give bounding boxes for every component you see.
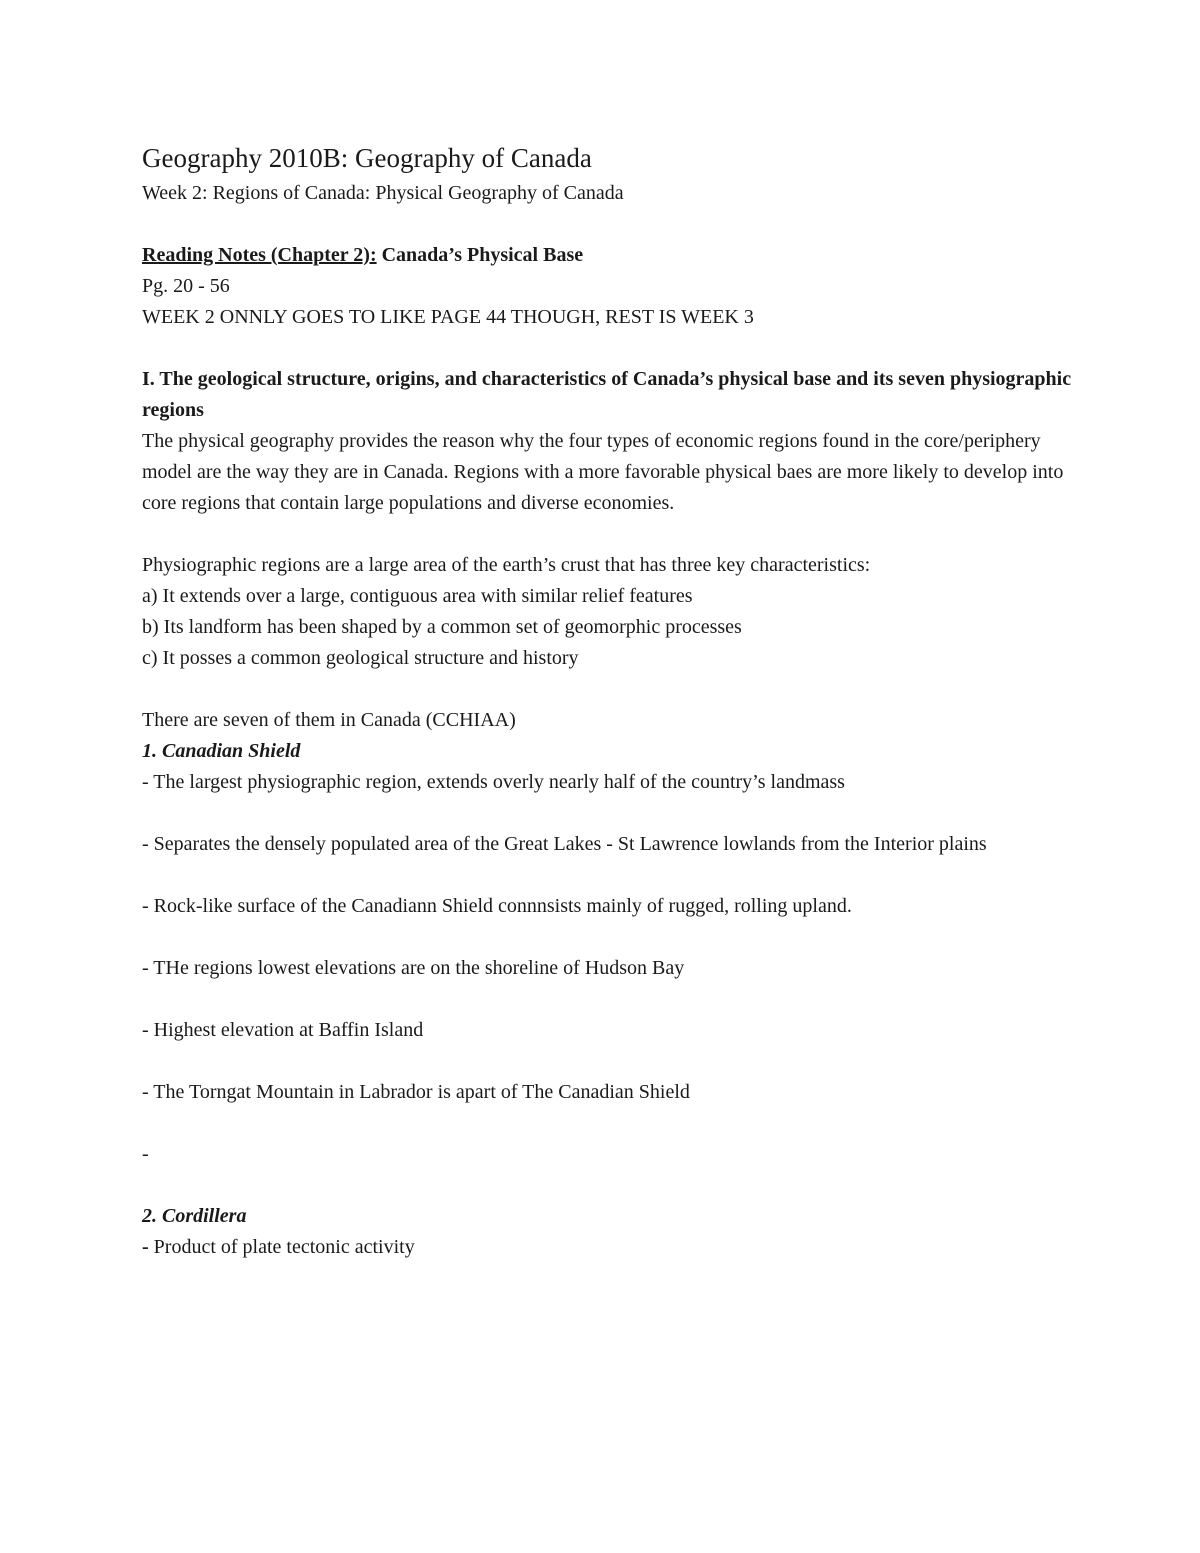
characteristic-item: a) It extends over a large, contiguous area with similar relief features [142,585,693,607]
seven-regions-intro: There are seven of them in Canada (CCHIAA) [142,709,516,731]
blank-line [142,922,1072,953]
blank-line [142,984,1072,1015]
region-heading-cordillera: 2. Cordillera [142,1205,247,1227]
region-point: - The Torngat Mountain in Labrador is apart of The Canadian Shield [142,1081,690,1103]
region-point: - Highest elevation at Baffin Island [142,1019,424,1041]
region-point: - Rock-like surface of the Canadiann Shield connnsists mainly of rugged, rolling upland. [142,895,852,917]
region-point: - The largest physiographic region, extends overly nearly half of the country’s landmass [142,771,845,793]
section-1-heading: I. The geological structure, origins, and characteristics of Canada’s physical base and its seven physiographic regions [142,368,1072,421]
document-subtitle: Week 2: Regions of Canada: Physical Geography of Canada [142,182,624,204]
document-content [142,140,1072,1263]
region-point: - Separates the densely populated area of the Great Lakes - St Lawrence lowlands from the Interior plains [142,833,987,855]
blank-line [142,209,1072,240]
reading-notes-title: Canada’s Physical Base [381,244,584,266]
reading-notes-line [142,240,1072,271]
characteristic-item: c) It posses a common geological structure and history [142,647,579,669]
blank-line [142,1170,1072,1201]
document-title: Geography 2010B: Geography of Canada [142,143,592,173]
blank-line [142,519,1072,550]
region-point [142,1232,1072,1263]
week-note: WEEK 2 ONNLY GOES TO LIKE PAGE 44 THOUGH, REST IS WEEK 3 [142,306,754,328]
region-heading-canadian-shield: 1. Canadian Shield [142,740,301,762]
region-point-text: Product of plate tectonic activity [148,1236,415,1258]
blank-line [142,798,1072,829]
section-1-paragraph: The physical geography provides the reason why the four types of economic regions found in the core/periphery model are the way they are in Canada. Regions with a more favorable physical baes are more likely to develop into core regions that contain large populations and diverse economies. [142,430,1064,514]
blank-line [142,1046,1072,1077]
blank-line [142,860,1072,891]
blank-line [142,1108,1072,1139]
region-point: - THe regions lowest elevations are on the shoreline of Hudson Bay [142,957,685,979]
bullet-dash: - [142,1236,149,1258]
blank-line [142,333,1072,364]
reading-notes-label: Reading Notes (Chapter 2): [142,244,377,266]
blank-line [142,674,1072,705]
region-point: - [142,1143,149,1165]
characteristic-item: b) Its landform has been shaped by a common set of geomorphic processes [142,616,742,638]
physiographic-intro: Physiographic regions are a large area of the earth’s crust that has three key characteristics: [142,554,871,576]
page-range: Pg. 20 - 56 [142,275,230,297]
